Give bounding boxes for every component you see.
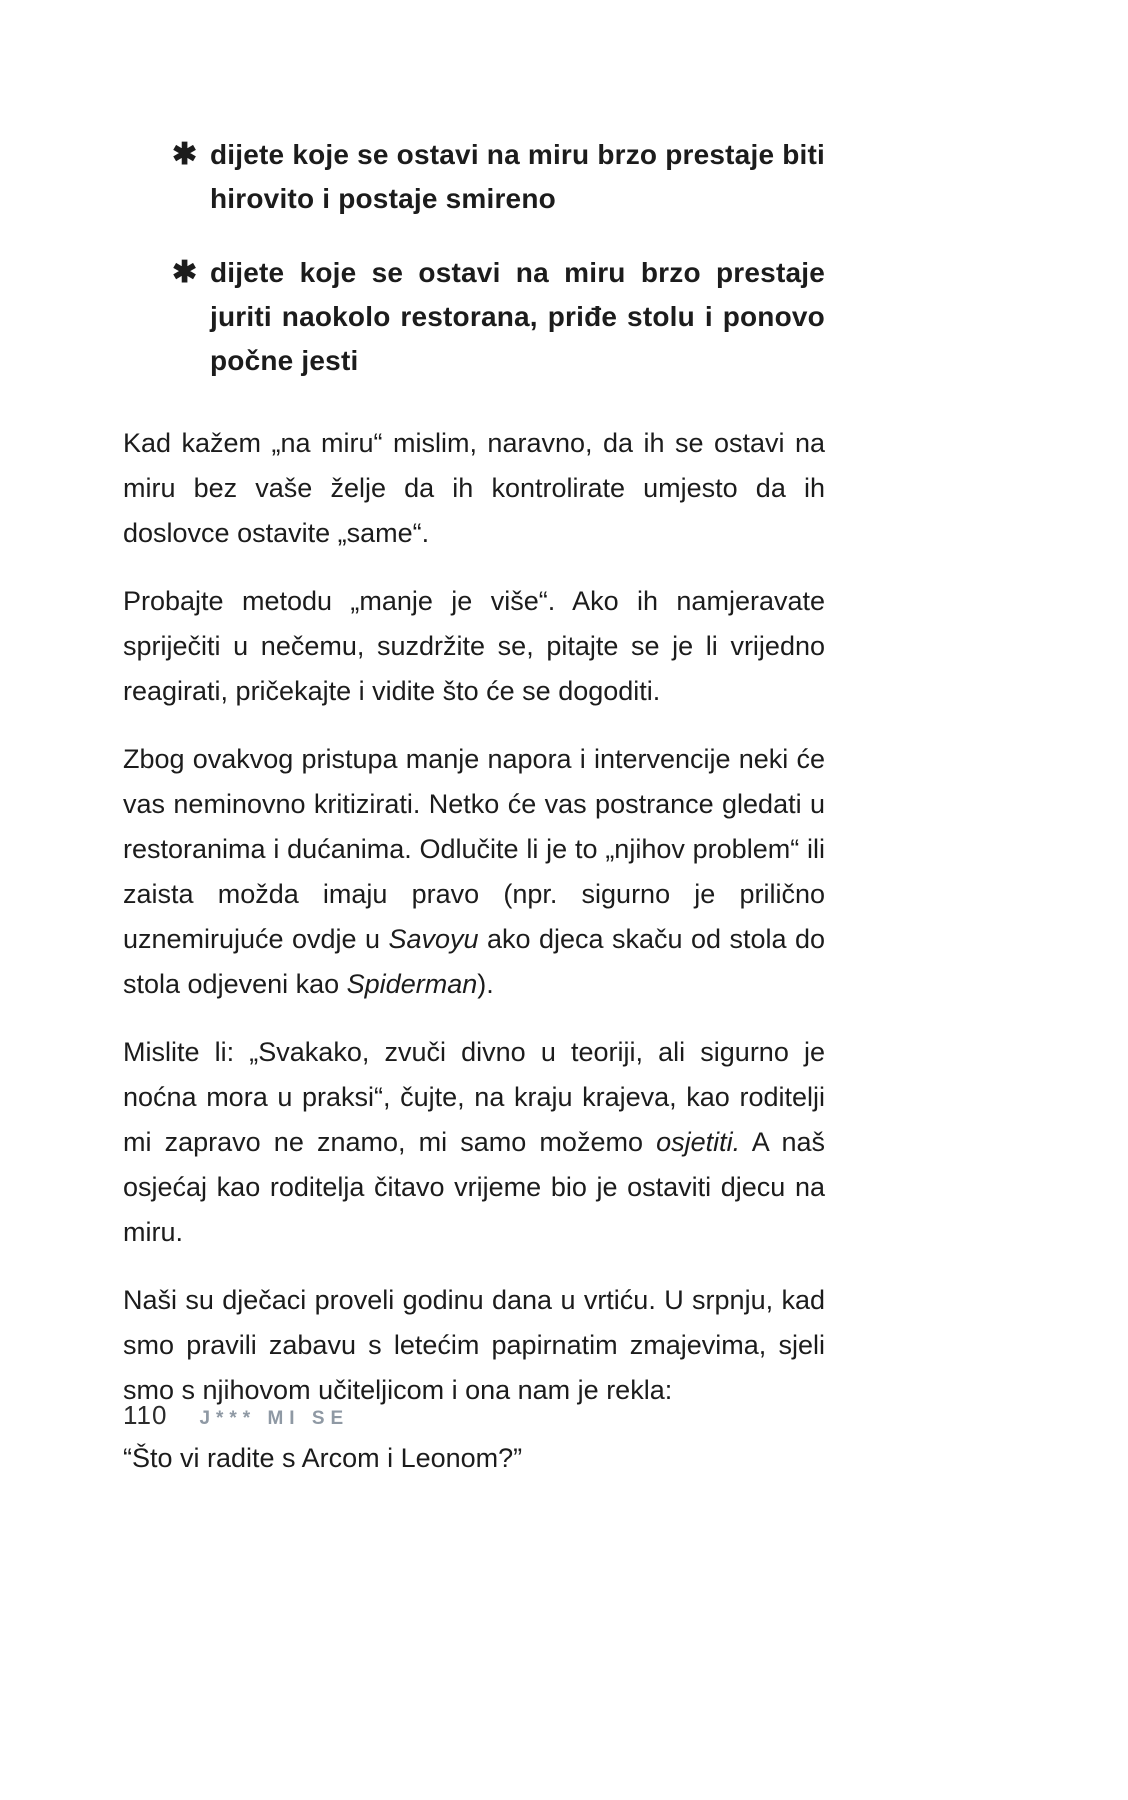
paragraph: Zbog ovakvog pristupa manje napora i intervencije neki će vas neminovno kritizirati. Netko će vas postrance gledati u restoranima i dućanima. Odlučite li je to „njihov problem“ ili zaista možda imaju pravo (npr. sigurno je prilično uznemirujuće ovdje u Savoyu ako djeca skaču od stola do stola odjeveni kao Spiderman).: [123, 744, 825, 999]
running-title: J*** MI SE: [199, 1408, 350, 1429]
paragraph: Naši su dječaci proveli godinu dana u vrtiću. U srpnju, kad smo pravili zabavu s letećim papirnatim zmajevima, sjeli smo s njihovom učiteljicom i ona nam je rekla:: [123, 1285, 825, 1405]
page-number: 110: [123, 1400, 168, 1430]
page-footer: [123, 1400, 349, 1431]
asterisk-bullet-icon: ✱: [172, 256, 198, 289]
bullet-item: [172, 133, 825, 221]
paragraph: “Što vi radite s Arcom i Leonom?”: [123, 1443, 523, 1473]
bullet-list: [172, 133, 825, 383]
bullet-item: [172, 251, 825, 383]
bullet-text: dijete koje se ostavi na miru brzo prestaje biti hirovito i postaje smireno: [210, 139, 825, 214]
paragraph: Probajte metodu „manje je više“. Ako ih namjeravate spriječiti u nečemu, suzdržite se, pitajte se je li vrijedno reagirati, pričekajte i vidite što će se dogoditi.: [123, 586, 825, 706]
paragraph: Mislite li: „Svakako, zvuči divno u teoriji, ali sigurno je noćna mora u praksi“, čujte, na kraju krajeva, kao roditelji mi zapravo ne znamo, mi samo možemo osjetiti. A naš osjećaj kao roditelja čitavo vrijeme bio je ostaviti djecu na miru.: [123, 1037, 825, 1247]
paragraph: Kad kažem „na miru“ mislim, naravno, da ih se ostavi na miru bez vaše želje da ih kontrolirate umjesto da ih doslovce ostavite „same“.: [123, 428, 825, 548]
body-text: [123, 421, 825, 1481]
bullet-text: dijete koje se ostavi na miru brzo prestaje juriti naokolo restorana, priđe stolu i ponovo počne jesti: [210, 257, 825, 376]
asterisk-bullet-icon: ✱: [172, 138, 198, 171]
